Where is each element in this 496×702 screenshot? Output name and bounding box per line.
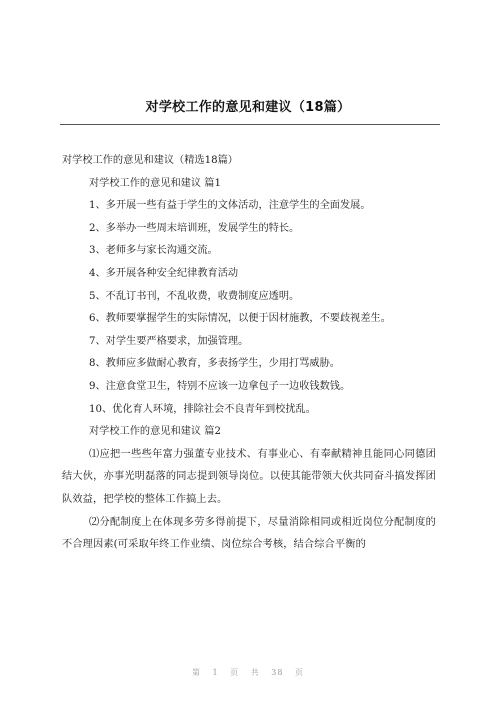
paragraph-9: 7、对学生要严格要求，加强管理。 bbox=[89, 335, 249, 347]
document-body bbox=[62, 150, 436, 557]
header-rule bbox=[60, 124, 440, 125]
paragraph-14: ⑴应把一些些年富力强董专业技术、有事业心、有奉献精神且能同心同德团结大伙，亦事光明磊落的同志提到领导岗位。以使其能带领大伙共同奋斗搞发挥团队效益，把学校的整体工作搞上去。 bbox=[62, 448, 436, 505]
paragraph-15: ⑵分配制度上在体现多劳多得前提下，尽量消除相同或相近岗位分配制度的不合理因素(可采取年终工作业绩、岗位综合考核，结合综合平衡的 bbox=[62, 516, 436, 551]
paragraph-6: 4、多开展各种安全纪律教育活动 bbox=[89, 267, 239, 279]
footer-prefix: 第 bbox=[191, 668, 201, 677]
paragraph-1: 对学校工作的意见和建议（精选18篇） bbox=[62, 155, 238, 166]
footer-total-pages: 38 bbox=[271, 668, 284, 677]
paragraph-12: 10、优化育人环境，排除社会不良青年到校扰乱。 bbox=[89, 403, 316, 415]
paragraph-13: 对学校工作的意见和建议 篇2 bbox=[89, 426, 221, 438]
paragraph-5: 3、老师多与家长沟通交流。 bbox=[89, 245, 218, 257]
footer-mid: 页 共 bbox=[230, 668, 260, 677]
paragraph-10: 8、教师应多做耐心教育，多表扬学生，少用打骂威胁。 bbox=[89, 358, 340, 370]
page-footer bbox=[0, 667, 496, 678]
paragraph-3: 1、多开展一些有益于学生的文体活动，注意学生的全面发展。 bbox=[89, 200, 371, 212]
footer-page-number: 1 bbox=[212, 668, 219, 677]
paragraph-2: 对学校工作的意见和建议 篇1 bbox=[89, 177, 221, 189]
paragraph-11: 9、注意食堂卫生，特别不应该一边拿包子一边收钱数钱。 bbox=[89, 380, 351, 392]
footer-suffix: 页 bbox=[295, 668, 304, 677]
paragraph-7: 5、不乱订书刊，不乱收费，收费制度应透明。 bbox=[89, 290, 300, 302]
document-title: 对学校工作的意见和建议（18篇） bbox=[145, 100, 351, 115]
paragraph-8: 6、教师要掌握学生的实际情况，以便于因材施教，不要歧视差生。 bbox=[89, 313, 391, 325]
paragraph-4: 2、多举办一些周末培训班，发展学生的特长。 bbox=[89, 222, 300, 234]
